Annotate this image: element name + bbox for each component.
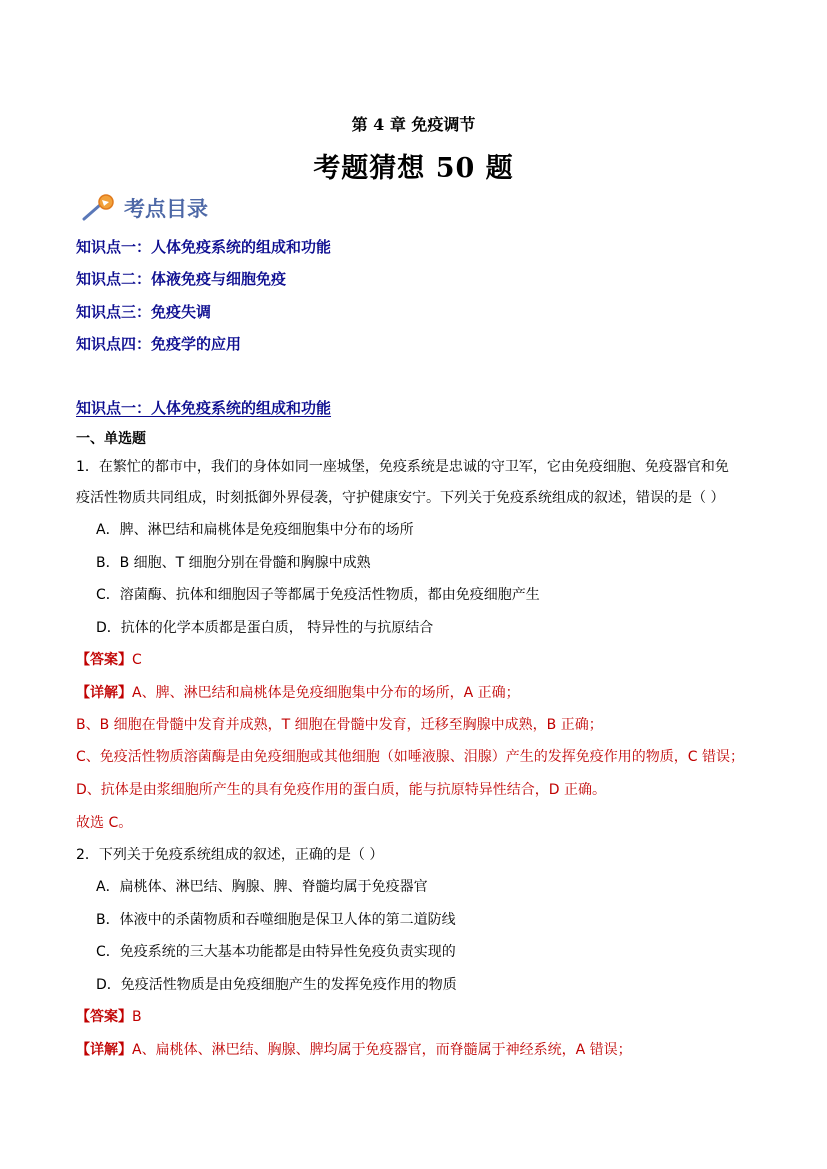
q1-detail-1 [76, 682, 520, 702]
q1-option-a: A．脾、淋巴结和扁桃体是免疫细胞集中分布的场所 [96, 522, 414, 538]
q1-answer [76, 649, 142, 669]
q1-detail-2: B、B 细胞在骨髓中发育并成熟，T 细胞在骨髓中发育，迁移至胸腺中成熟，B 正确； [76, 717, 603, 733]
magnifier-icon [80, 193, 118, 223]
answer-tag: 【答案】 [76, 1009, 132, 1025]
detail-text: A、脾、淋巴结和扁桃体是免疫细胞集中分布的场所，A 正确； [132, 685, 520, 701]
toc-item-2[interactable]: 知识点二：体液免疫与细胞免疫 [76, 270, 287, 288]
q1-option-d: D．抗体的化学本质都是蛋白质， 特异性的与抗原结合 [96, 620, 434, 636]
section-heading: 知识点一：人体免疫系统的组成和功能 [76, 399, 332, 417]
q1-option-b: B．B 细胞、T 细胞分别在骨髓和胸腺中成熟 [96, 555, 371, 571]
toc-item-3[interactable]: 知识点三：免疫失调 [76, 303, 212, 321]
q2-detail-1 [76, 1039, 632, 1059]
q1-stem-line2: 疫活性物质共同组成，时刻抵御外界侵袭，守护健康安宁。下列关于免疫系统组成的叙述，错误的是（ ） [76, 490, 725, 506]
q2-option-a: A．扁桃体、淋巴结、胸腺、脾、脊髓均属于免疫器官 [96, 879, 428, 895]
toc-header [80, 193, 208, 223]
q1-detail-4: D、抗体是由浆细胞所产生的具有免疫作用的蛋白质，能与抗原特异性结合，D 正确。 [76, 782, 607, 798]
detail-tag: 【详解】 [76, 1042, 132, 1058]
detail-text: A、扁桃体、淋巴结、胸腺、脾均属于免疫器官，而脊髓属于神经系统，A 错误； [132, 1042, 632, 1058]
q1-conclusion: 故选 C。 [76, 815, 133, 831]
q2-option-b: B．体液中的杀菌物质和吞噬细胞是保卫人体的第二道防线 [96, 912, 456, 928]
q1-option-c: C．溶菌酶、抗体和细胞因子等都属于免疫活性物质，都由免疫细胞产生 [96, 587, 540, 603]
detail-tag: 【详解】 [76, 685, 132, 701]
q2-option-d: D．免疫活性物质是由免疫细胞产生的发挥免疫作用的物质 [96, 977, 457, 993]
chapter-title: 第 4 章 免疫调节 [351, 115, 476, 134]
toc-label: 考点目录 [124, 197, 208, 221]
q2-stem: 2．下列关于免疫系统组成的叙述，正确的是（ ） [76, 847, 384, 863]
question-type: 一、单选题 [76, 431, 146, 447]
answer-value: C [132, 652, 142, 668]
q2-option-c: C．免疫系统的三大基本功能都是由特异性免疫负责实现的 [96, 944, 456, 960]
answer-tag: 【答案】 [76, 652, 132, 668]
q2-answer [76, 1006, 142, 1026]
toc-item-1[interactable]: 知识点一：人体免疫系统的组成和功能 [76, 238, 332, 256]
page-title: 考题猜想 50 题 [313, 153, 514, 184]
q1-stem-line1: 1．在繁忙的都市中，我们的身体如同一座城堡，免疫系统是忠诚的守卫军，它由免疫细胞、免疫器官和免 [76, 459, 729, 475]
toc-item-4[interactable]: 知识点四：免疫学的应用 [76, 335, 242, 353]
q1-detail-3: C、免疫活性物质溶菌酶是由免疫细胞或其他细胞（如唾液腺、泪腺）产生的发挥免疫作用的物质，C 错误； [76, 749, 744, 765]
answer-value: B [132, 1009, 142, 1025]
